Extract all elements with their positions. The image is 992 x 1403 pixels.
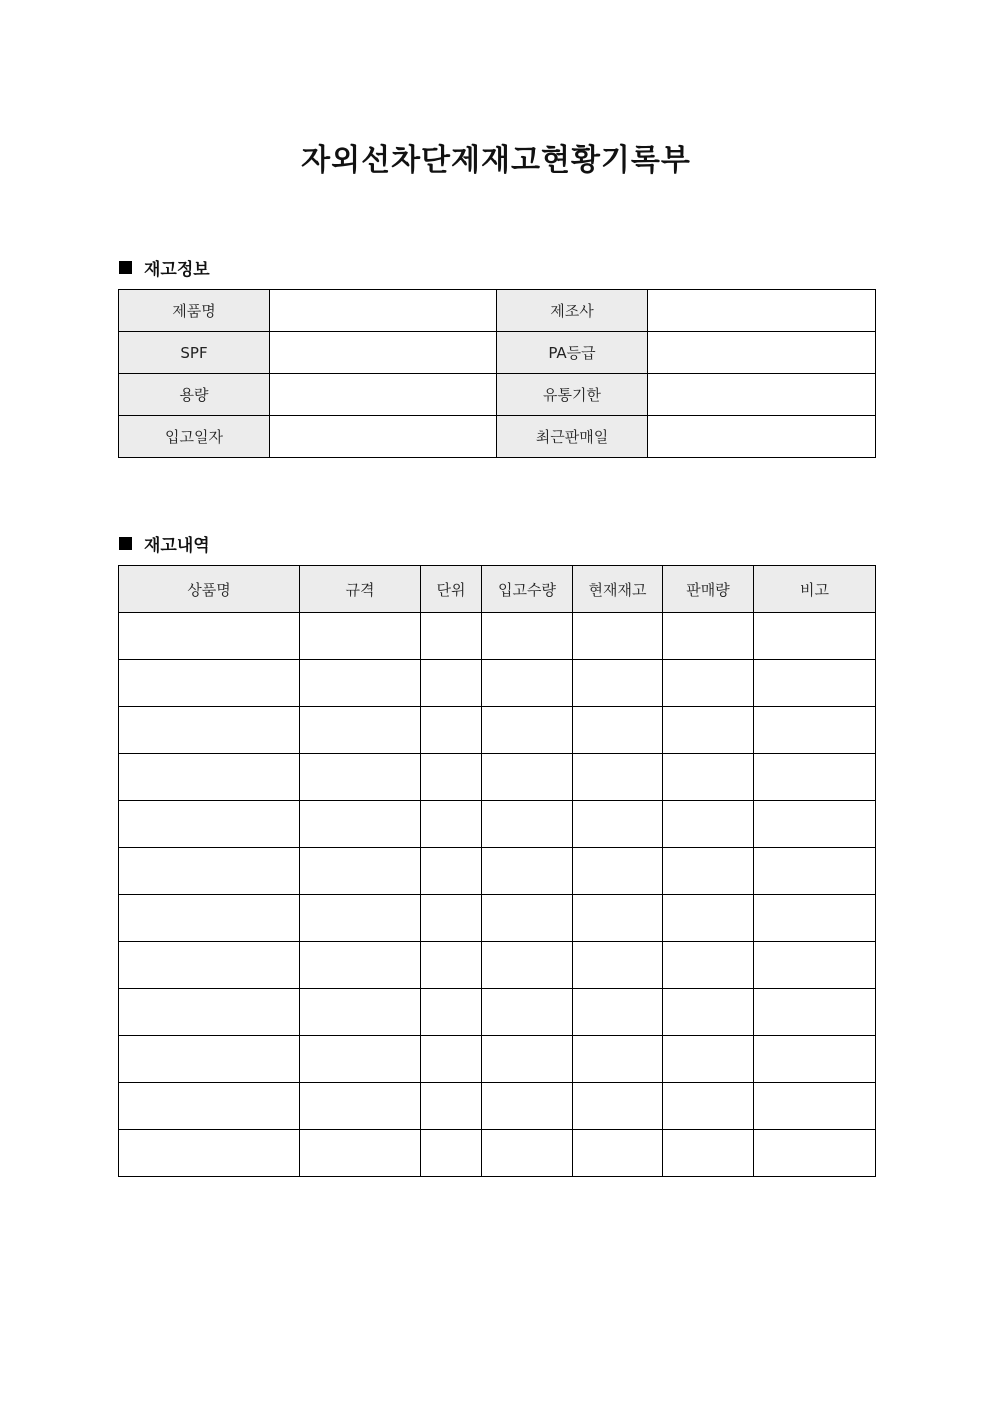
info-label: 제조사 (497, 290, 648, 332)
table-cell[interactable] (754, 1083, 876, 1130)
table-cell[interactable] (573, 660, 663, 707)
table-cell[interactable] (119, 942, 300, 989)
table-cell[interactable] (482, 613, 573, 660)
table-cell[interactable] (573, 1083, 663, 1130)
table-cell[interactable] (421, 1130, 482, 1177)
info-label: PA등급 (497, 332, 648, 374)
table-row (119, 1083, 876, 1130)
table-cell[interactable] (300, 942, 421, 989)
column-header: 판매량 (663, 566, 754, 613)
info-row (119, 290, 876, 332)
table-cell[interactable] (754, 895, 876, 942)
table-cell[interactable] (663, 660, 754, 707)
table-cell[interactable] (300, 1130, 421, 1177)
table-cell[interactable] (119, 707, 300, 754)
table-cell[interactable] (482, 1036, 573, 1083)
inventory-info-table (118, 289, 876, 458)
table-cell[interactable] (300, 613, 421, 660)
table-cell[interactable] (300, 754, 421, 801)
column-header: 입고수량 (482, 566, 573, 613)
table-cell[interactable] (573, 1036, 663, 1083)
table-cell[interactable] (482, 942, 573, 989)
info-value-field[interactable] (648, 290, 876, 332)
info-label: 최근판매일 (497, 416, 648, 458)
column-header: 현재재고 (573, 566, 663, 613)
info-value-field[interactable] (270, 374, 497, 416)
table-cell[interactable] (421, 801, 482, 848)
table-row (119, 942, 876, 989)
table-cell[interactable] (573, 895, 663, 942)
table-cell[interactable] (663, 754, 754, 801)
square-bullet-icon (119, 261, 132, 274)
table-cell[interactable] (754, 1130, 876, 1177)
table-cell[interactable] (300, 1083, 421, 1130)
info-value-field[interactable] (648, 332, 876, 374)
column-header: 단위 (421, 566, 482, 613)
table-cell[interactable] (119, 895, 300, 942)
square-bullet-icon (119, 537, 132, 550)
table-row (119, 989, 876, 1036)
info-label: 용량 (119, 374, 270, 416)
table-cell[interactable] (754, 660, 876, 707)
table-cell[interactable] (754, 801, 876, 848)
table-cell[interactable] (573, 801, 663, 848)
table-cell[interactable] (573, 707, 663, 754)
table-cell[interactable] (573, 613, 663, 660)
table-row (119, 1130, 876, 1177)
table-cell[interactable] (119, 613, 300, 660)
info-value-field[interactable] (270, 332, 497, 374)
table-cell[interactable] (663, 707, 754, 754)
table-cell[interactable] (663, 989, 754, 1036)
info-row (119, 416, 876, 458)
table-cell[interactable] (573, 1130, 663, 1177)
info-section-heading-text: 재고정보 (144, 260, 210, 280)
table-cell[interactable] (754, 942, 876, 989)
table-cell[interactable] (663, 1036, 754, 1083)
inventory-section-heading-text: 재고내역 (144, 536, 210, 556)
table-cell[interactable] (663, 942, 754, 989)
table-cell[interactable] (421, 895, 482, 942)
table-cell[interactable] (119, 660, 300, 707)
table-cell[interactable] (300, 1036, 421, 1083)
table-cell[interactable] (421, 660, 482, 707)
table-row (119, 848, 876, 895)
table-cell[interactable] (573, 754, 663, 801)
table-cell[interactable] (421, 1083, 482, 1130)
table-cell[interactable] (663, 1130, 754, 1177)
table-row (119, 895, 876, 942)
table-cell[interactable] (421, 613, 482, 660)
inventory-header-row (119, 566, 876, 613)
table-cell[interactable] (754, 613, 876, 660)
info-value-field[interactable] (270, 416, 497, 458)
info-label: 제품명 (119, 290, 270, 332)
table-cell[interactable] (482, 1130, 573, 1177)
inventory-detail-table (118, 565, 876, 1177)
table-cell[interactable] (482, 1083, 573, 1130)
table-cell[interactable] (482, 895, 573, 942)
table-cell[interactable] (300, 707, 421, 754)
table-cell[interactable] (421, 707, 482, 754)
table-row (119, 660, 876, 707)
table-cell[interactable] (300, 895, 421, 942)
table-cell[interactable] (300, 801, 421, 848)
info-value-field[interactable] (648, 416, 876, 458)
table-cell[interactable] (119, 1130, 300, 1177)
table-cell[interactable] (300, 848, 421, 895)
table-cell[interactable] (119, 1083, 300, 1130)
table-cell[interactable] (482, 801, 573, 848)
info-value-field[interactable] (648, 374, 876, 416)
table-row (119, 801, 876, 848)
page-title: 자외선차단제재고현황기록부 (301, 143, 691, 178)
table-cell[interactable] (573, 848, 663, 895)
column-header: 상품명 (119, 566, 300, 613)
table-cell[interactable] (663, 613, 754, 660)
table-cell[interactable] (300, 989, 421, 1036)
table-cell[interactable] (482, 989, 573, 1036)
table-cell[interactable] (119, 1036, 300, 1083)
table-cell[interactable] (421, 754, 482, 801)
table-cell[interactable] (754, 754, 876, 801)
table-cell[interactable] (482, 848, 573, 895)
table-cell[interactable] (663, 1083, 754, 1130)
table-cell[interactable] (663, 848, 754, 895)
table-cell[interactable] (421, 942, 482, 989)
table-row (119, 754, 876, 801)
table-cell[interactable] (573, 942, 663, 989)
table-cell[interactable] (754, 707, 876, 754)
table-cell[interactable] (119, 801, 300, 848)
info-row (119, 374, 876, 416)
info-value-field[interactable] (270, 290, 497, 332)
table-row (119, 707, 876, 754)
info-label: 입고일자 (119, 416, 270, 458)
table-row (119, 613, 876, 660)
column-header: 규격 (300, 566, 421, 613)
table-cell[interactable] (421, 989, 482, 1036)
table-cell[interactable] (482, 660, 573, 707)
inventory-section-heading (119, 531, 210, 556)
table-cell[interactable] (119, 848, 300, 895)
table-cell[interactable] (119, 989, 300, 1036)
table-cell[interactable] (754, 989, 876, 1036)
info-row (119, 332, 876, 374)
table-cell[interactable] (754, 848, 876, 895)
table-cell[interactable] (573, 989, 663, 1036)
info-section-heading (119, 255, 210, 280)
column-header: 비고 (754, 566, 876, 613)
table-cell[interactable] (754, 1036, 876, 1083)
table-row (119, 1036, 876, 1083)
table-cell[interactable] (300, 660, 421, 707)
table-cell[interactable] (482, 754, 573, 801)
table-cell[interactable] (119, 754, 300, 801)
table-cell[interactable] (663, 801, 754, 848)
table-cell[interactable] (482, 707, 573, 754)
table-cell[interactable] (663, 895, 754, 942)
info-label: SPF (119, 332, 270, 374)
info-label: 유통기한 (497, 374, 648, 416)
table-cell[interactable] (421, 1036, 482, 1083)
table-cell[interactable] (421, 848, 482, 895)
